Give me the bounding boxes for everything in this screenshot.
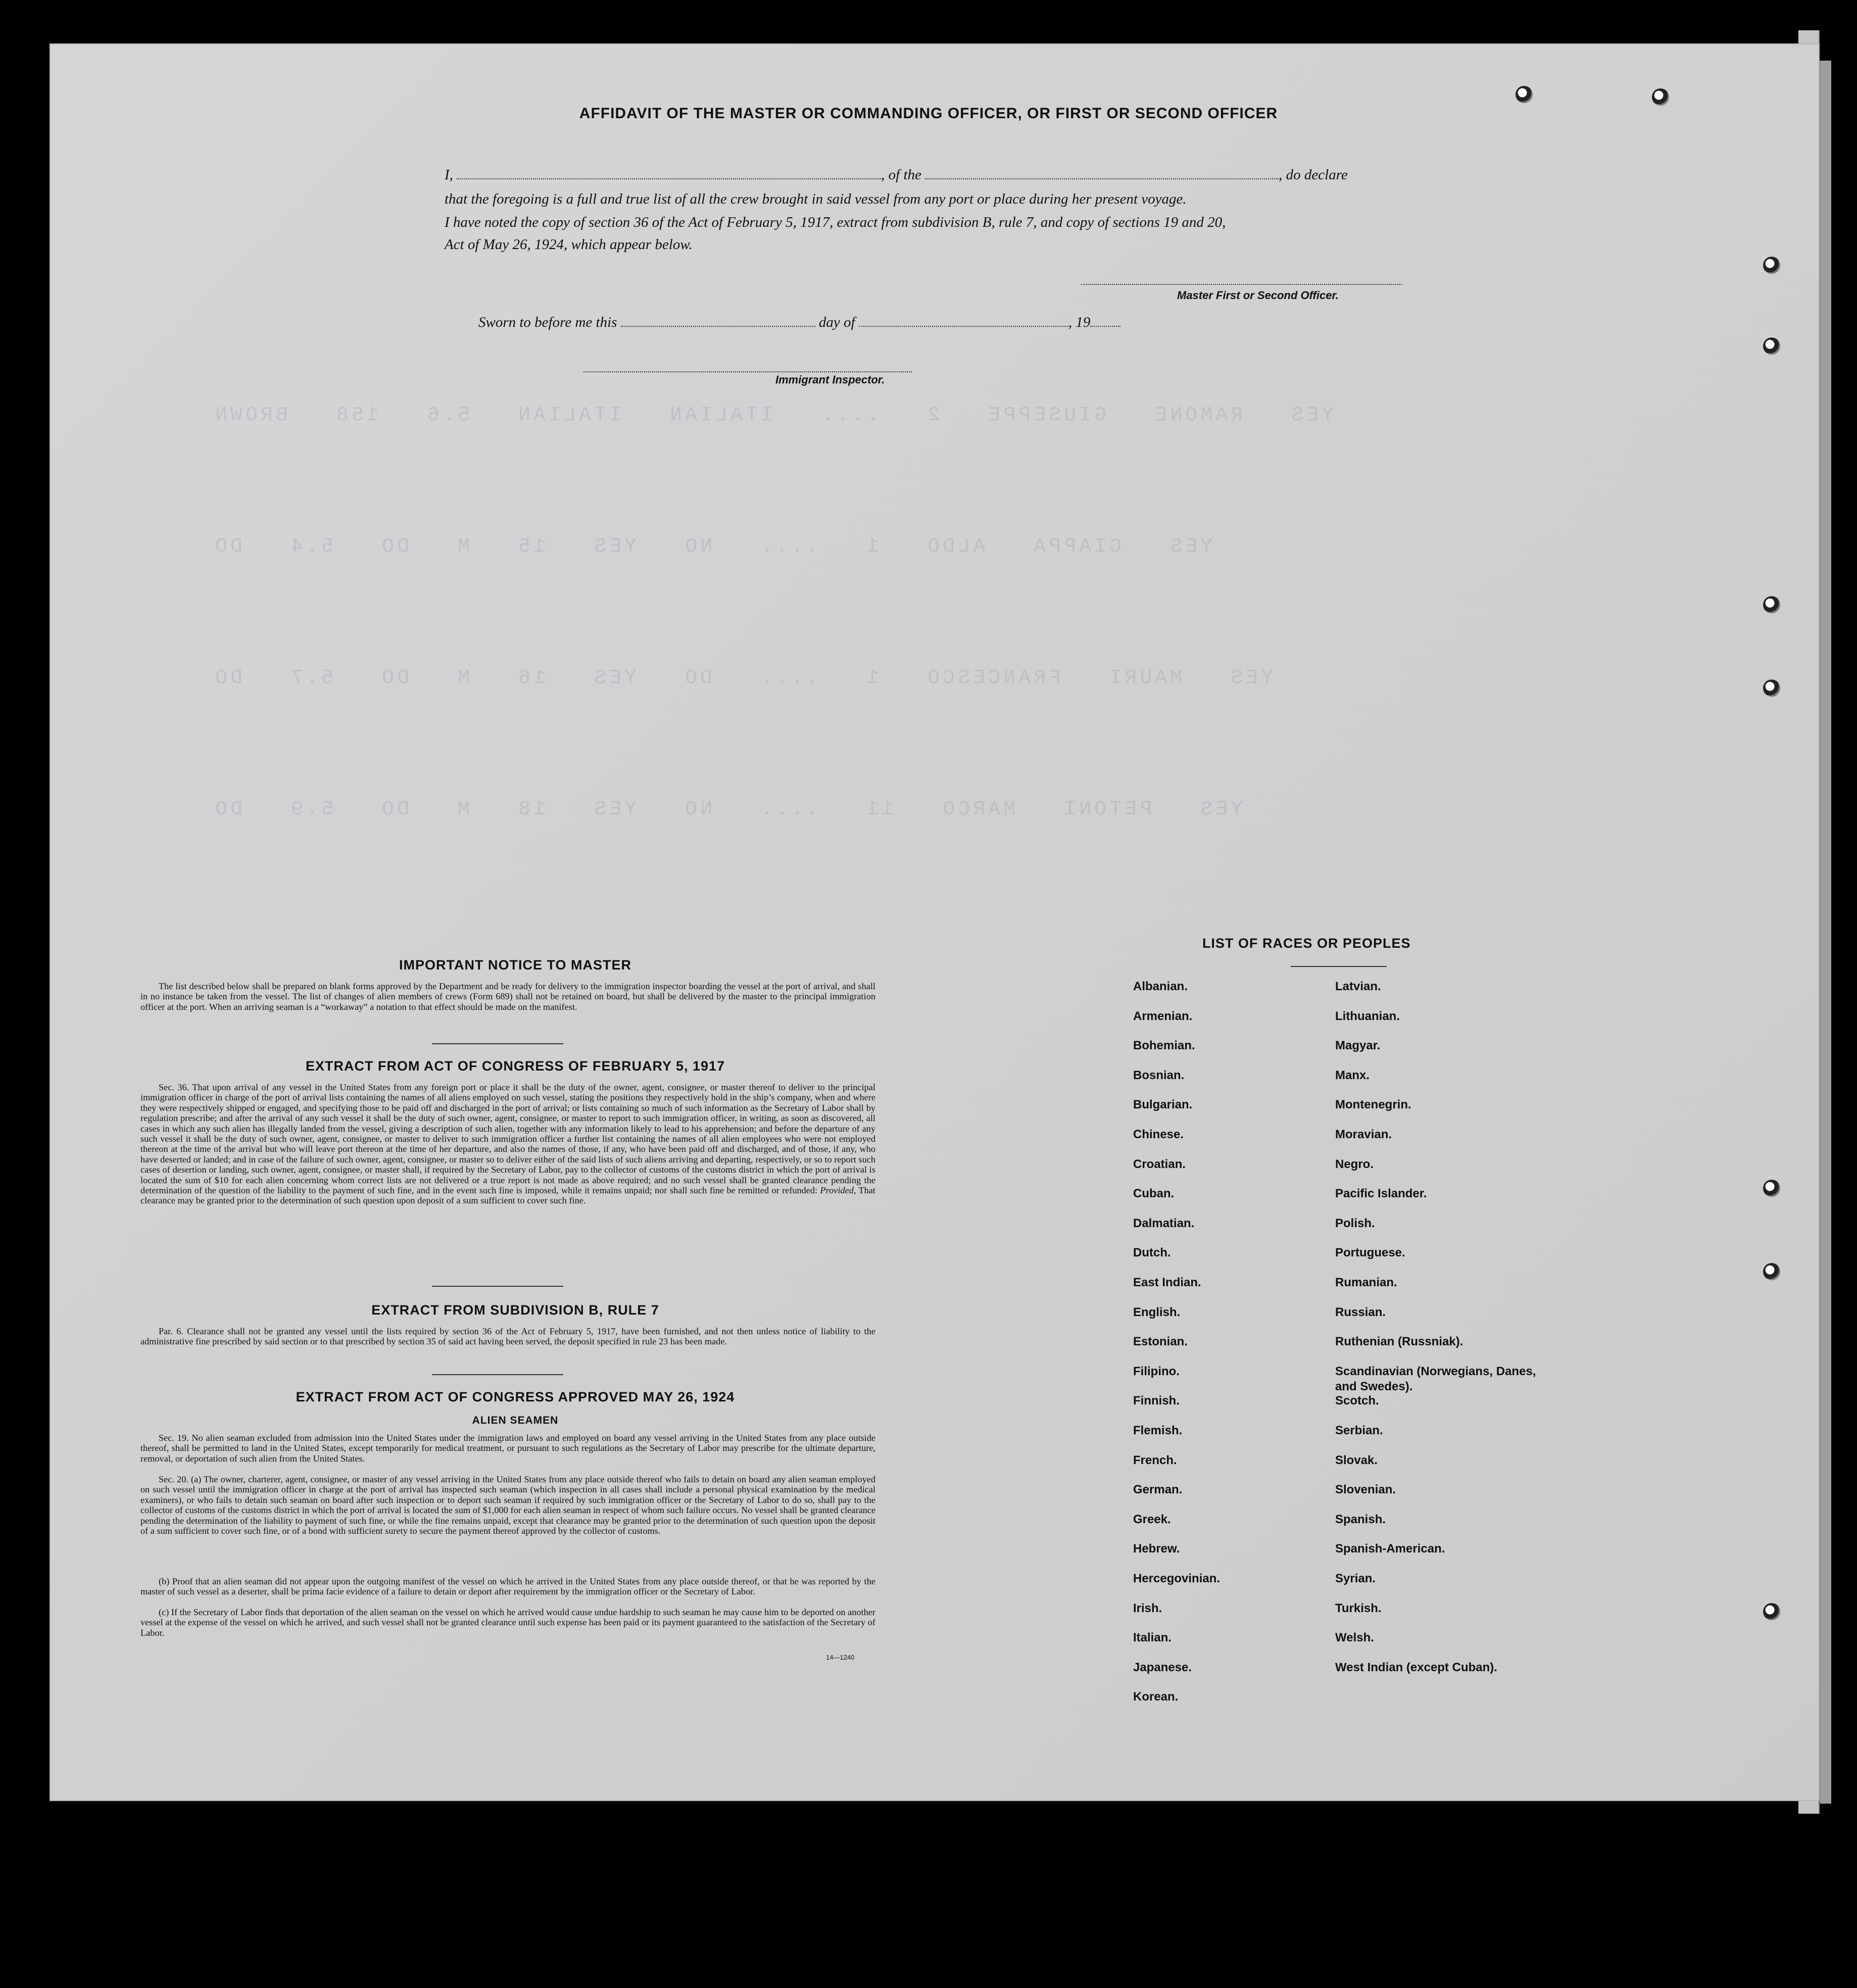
race-item: Negro. bbox=[1335, 1157, 1374, 1171]
sworn-month-blank[interactable] bbox=[859, 315, 1068, 327]
sec19-body: Sec. 19. No alien seaman excluded from admission into the United States under the immigration laws and employed on board any vessel arriving in the United States from any place outside thereof, shall be permitted to land in the United States, except temporarily for medical treatment, or pursuant to such regulations as the Secretary of Labor may prescribe for the ultimate departure, removal, or deportation of such alien from the United States. bbox=[140, 1433, 875, 1464]
race-item: Chinese. bbox=[1133, 1128, 1184, 1141]
sworn-day-blank[interactable] bbox=[621, 315, 815, 327]
bleed-through-texture: YES RAMONE GIUSEPPE 2 .... ITALIAN ITALIAN 5.6 158 BROWN bbox=[212, 404, 1334, 427]
race-item: French. bbox=[1133, 1453, 1177, 1467]
race-item: West Indian (except Cuban). bbox=[1335, 1660, 1497, 1674]
race-item: Polish. bbox=[1335, 1216, 1375, 1230]
bleed-through-texture: YES CIAPPA ALDO 1 .... NO YES 15 M DO 5.4 DO bbox=[212, 536, 1213, 558]
binder-hole bbox=[1763, 257, 1780, 274]
binder-hole bbox=[1763, 1263, 1780, 1280]
notice-body: The list described below shall be prepared on blank forms approved by the Department and be ready for delivery to the immigration inspector boarding the vessel at the port of arrival, and shall in no instance be taken from the vessel. The list of changes of alien members of crews (Form 689) shall not be retained on board, but shall be delivered by the master to the principal immigration officer at the port. When an arriving seaman is a “workaway” a notation to that effect should be made on the manifest. bbox=[140, 981, 875, 1012]
divider bbox=[432, 1374, 563, 1375]
binder-hole bbox=[1763, 1603, 1780, 1620]
binder-hole bbox=[1516, 86, 1533, 103]
affidavit-line-2: that the foregoing is a full and true list of all the crew brought in said vessel from any port or place during her present voyage. bbox=[445, 191, 1187, 207]
master-signature-label: Master First or Second Officer. bbox=[1177, 289, 1339, 302]
race-item: Dutch. bbox=[1133, 1246, 1171, 1260]
race-item: Korean. bbox=[1133, 1690, 1179, 1704]
race-item: Croatian. bbox=[1133, 1157, 1186, 1171]
race-item: Scotch. bbox=[1335, 1394, 1379, 1408]
race-item: Estonian. bbox=[1133, 1335, 1188, 1349]
manifest-page bbox=[51, 44, 1819, 1800]
race-item: Russian. bbox=[1335, 1305, 1386, 1319]
race-item: Finnish. bbox=[1133, 1394, 1180, 1408]
sworn-year: , 19 bbox=[1068, 314, 1091, 330]
divider bbox=[1291, 966, 1387, 967]
extract-1917-body bbox=[140, 1082, 875, 1206]
extract-1917-provided: Provided, bbox=[820, 1185, 856, 1196]
race-item: Magyar. bbox=[1335, 1039, 1381, 1053]
race-item: Armenian. bbox=[1133, 1009, 1193, 1023]
race-item: Serbian. bbox=[1335, 1424, 1383, 1437]
race-item: Lithuanian. bbox=[1335, 1009, 1400, 1023]
form-code: 14—1240 bbox=[826, 1654, 855, 1661]
races-title: LIST OF RACES OR PEOPLES bbox=[1202, 936, 1411, 951]
race-item: Spanish-American. bbox=[1335, 1542, 1445, 1556]
race-item: Portuguese. bbox=[1335, 1246, 1405, 1260]
race-item: Hercegovinian. bbox=[1133, 1572, 1220, 1585]
race-item: Cuban. bbox=[1133, 1187, 1175, 1201]
sworn-line bbox=[478, 314, 1120, 331]
bleed-through-texture: YES PETONI MARCO 11 .... NO YES 18 M DO 5.9 DO bbox=[212, 798, 1243, 821]
binder-hole bbox=[1763, 1180, 1780, 1197]
affidavit-declaration-line bbox=[445, 167, 1348, 183]
affidavit-i: I, bbox=[445, 167, 453, 183]
extract-1924-subtitle: ALIEN SEAMEN bbox=[472, 1415, 559, 1426]
divider bbox=[432, 1286, 563, 1287]
sworn-year-blank[interactable] bbox=[1090, 315, 1120, 327]
race-item: Dalmatian. bbox=[1133, 1216, 1195, 1230]
inspector-signature-label: Immigrant Inspector. bbox=[775, 373, 885, 386]
affidavit-of-the: , of the bbox=[881, 167, 921, 183]
binder-hole bbox=[1763, 596, 1780, 613]
race-item: Greek. bbox=[1133, 1512, 1171, 1526]
binder-hole bbox=[1763, 680, 1780, 697]
race-item: Bulgarian. bbox=[1133, 1098, 1193, 1112]
race-item: Irish. bbox=[1133, 1601, 1162, 1615]
master-name-blank[interactable] bbox=[457, 167, 881, 179]
race-item: Latvian. bbox=[1335, 980, 1381, 993]
race-item: Bohemian. bbox=[1133, 1039, 1195, 1053]
extract-1917-title: EXTRACT FROM ACT OF CONGRESS OF FEBRUARY 5, 1917 bbox=[305, 1058, 725, 1074]
race-item: Scandinavian (Norwegians, Danes, and Swedes). bbox=[1335, 1364, 1536, 1393]
race-item: Slovak. bbox=[1335, 1453, 1378, 1467]
vessel-name-blank[interactable] bbox=[925, 167, 1279, 179]
sec20b-body: (b) Proof that an alien seaman did not appear upon the outgoing manifest of the vessel on which he arrived in the United States from any place outside thereof, or that he was reported by the master of such vessel as a deserter, shall be prima facie evidence of a failure to detain or deport after requirement by the immigration officer or the Secretary of Labor. bbox=[140, 1576, 875, 1597]
race-item: Moravian. bbox=[1335, 1128, 1392, 1141]
race-item: Albanian. bbox=[1133, 980, 1188, 993]
rule7-body: Par. 6. Clearance shall not be granted any vessel until the lists required by section 36 of the Act of February 5, 1917, have been furnished, and not then unless notice of liability to the administrative fine prescribed by said section or to that prescribed by section 35 of said act having been served, the deposit specified in rule 23 has been made. bbox=[140, 1326, 875, 1347]
race-item: Slovenian. bbox=[1335, 1483, 1396, 1497]
race-item: Manx. bbox=[1335, 1068, 1370, 1082]
race-item: Rumanian. bbox=[1335, 1276, 1397, 1289]
race-item: German. bbox=[1133, 1483, 1183, 1497]
race-item: Japanese. bbox=[1133, 1660, 1192, 1674]
extract-1917-body-a: Sec. 36. That upon arrival of any vessel in the United States from any foreign port or place it shall be the duty of the owner, agent, consignee, or master thereof to deliver to the principal immigration officer in charge of the port of arrival lists containing the names of all aliens employed on such vessel, stating the positions they respectively hold in the ship’s company, when and where they were respectively shipped or engaged, and specifying those to be paid off and discharged in the port of arrival; or lists containing so much of such information as the Secretary of Labor shall by regulation prescribe; and after the arrival of any such vessel it shall be the duty of such owner, agent, consignee, or master to report to such immigration officer, in writing, as soon as discovered, all cases in which any such alien has illegally landed from the vessel, giving a description of such alien, together with any information likely to lead to his apprehension; and before the departure of any such vessel it shall be the duty of such owner, agent, consignee, or master to deliver to such immigration officer a further list containing the names of all alien employees who were not employed thereon at the time of the arrival but who will leave port thereon at the time of her departure, and also the names of those, if any, who have been paid off and discharged, and of those, if any, who have deserted or landed; and in case of the failure of such owner, agent, consignee, or master so to deliver either of the said lists of such aliens arriving and departing, respectively, or so to report such cases of desertion or landing, such owner, agent, consignee, or master shall, if required by the Secretary of Labor, pay to the collector of customs of the customs district in which the port of arrival is located the sum of $10 for each alien concerning whom correct lists are not delivered or a true report is not made as above required; and no such vessel shall be granted clearance pending the determination of the question of the liability to the payment of such fine, and in the event such fine is imposed, while it remains unpaid; nor shall such fine be remitted or refunded: bbox=[140, 1082, 875, 1196]
bleed-through-texture: YES MAURI FRANCESCO 1 .... DO YES 16 M DO 5.7 DO bbox=[212, 667, 1274, 690]
extract-1917-body-b: That clearance may be granted prior to the determination of such question upon deposit of a sum sufficient to cover such fine. bbox=[140, 1185, 875, 1206]
master-signature-line[interactable] bbox=[1081, 284, 1402, 285]
sec20a-body: Sec. 20. (a) The owner, charterer, agent, consignee, or master of any vessel arriving in the United States from any place outside thereof who fails to detain on board any alien seaman employed on such vessel until the immigration officer in charge at the port of arrival has inspected such seaman (which inspection in all cases shall include a personal physical examination by the medical examiners), or who fails to detain such seaman on board after such inspection or to deport such seaman if required by such immigration officer or the Secretary of Labor to do so, shall pay to the collector of customs of the customs district in which the port of arrival is located the sum of $1,000 for each alien seaman in respect of whom such failure occurs. No vessel shall be granted clearance pending the determination of the liability to payment of such fine, or while the fine remains unpaid, except that clearance may be granted prior to the determination of such question upon the deposit of a sum sufficient to cover such fine, or of a bond with sufficient surety to secure the payment thereof approved by the collector of customs. bbox=[140, 1474, 875, 1536]
inspector-signature-line[interactable] bbox=[583, 371, 912, 372]
extract-1924-title: EXTRACT FROM ACT OF CONGRESS APPROVED MAY 26, 1924 bbox=[296, 1389, 735, 1404]
race-item: East Indian. bbox=[1133, 1276, 1201, 1289]
race-item: Hebrew. bbox=[1133, 1542, 1180, 1556]
race-item: Welsh. bbox=[1335, 1631, 1374, 1645]
sworn-prefix: Sworn to before me this bbox=[478, 314, 617, 330]
race-item: Ruthenian (Russniak). bbox=[1335, 1335, 1463, 1349]
race-item: Bosnian. bbox=[1133, 1068, 1185, 1082]
affidavit-line-4: Act of May 26, 1924, which appear below. bbox=[445, 236, 693, 253]
affidavit-title: AFFIDAVIT OF THE MASTER OR COMMANDING OFFICER, OR FIRST OR SECOND OFFICER bbox=[579, 105, 1278, 122]
paper-stack-edge-dark bbox=[1819, 61, 1831, 1804]
race-item: English. bbox=[1133, 1305, 1181, 1319]
race-item: Montenegrin. bbox=[1335, 1098, 1411, 1112]
race-item: Turkish. bbox=[1335, 1601, 1382, 1615]
binder-hole bbox=[1652, 88, 1669, 106]
race-item: Filipino. bbox=[1133, 1364, 1180, 1378]
affidavit-do-declare: , do declare bbox=[1279, 167, 1348, 183]
race-item: Flemish. bbox=[1133, 1424, 1183, 1437]
sworn-day-of: day of bbox=[818, 314, 855, 330]
affidavit-line-3: I have noted the copy of section 36 of the Act of February 5, 1917, extract from subdivision B, rule 7, and copy of sections 19 and 20, bbox=[445, 214, 1226, 230]
race-item: Syrian. bbox=[1335, 1572, 1376, 1585]
notice-title: IMPORTANT NOTICE TO MASTER bbox=[399, 957, 631, 973]
rule7-title: EXTRACT FROM SUBDIVISION B, RULE 7 bbox=[371, 1302, 659, 1318]
sec20c-body: (c) If the Secretary of Labor finds that deportation of the alien seaman on the vessel on which he arrived would cause undue hardship to such seaman he may cause him to be deported on another vessel at the expense of the vessel on which he arrived, and such vessel shall not be granted clearance until such expense has been paid or its payment guaranteed to the satisfaction of the Secretary of Labor. bbox=[140, 1607, 875, 1638]
binder-hole bbox=[1763, 337, 1780, 355]
race-item: Pacific Islander. bbox=[1335, 1187, 1427, 1201]
divider bbox=[432, 1043, 563, 1044]
race-item: Italian. bbox=[1133, 1631, 1172, 1645]
race-item: Spanish. bbox=[1335, 1512, 1386, 1526]
